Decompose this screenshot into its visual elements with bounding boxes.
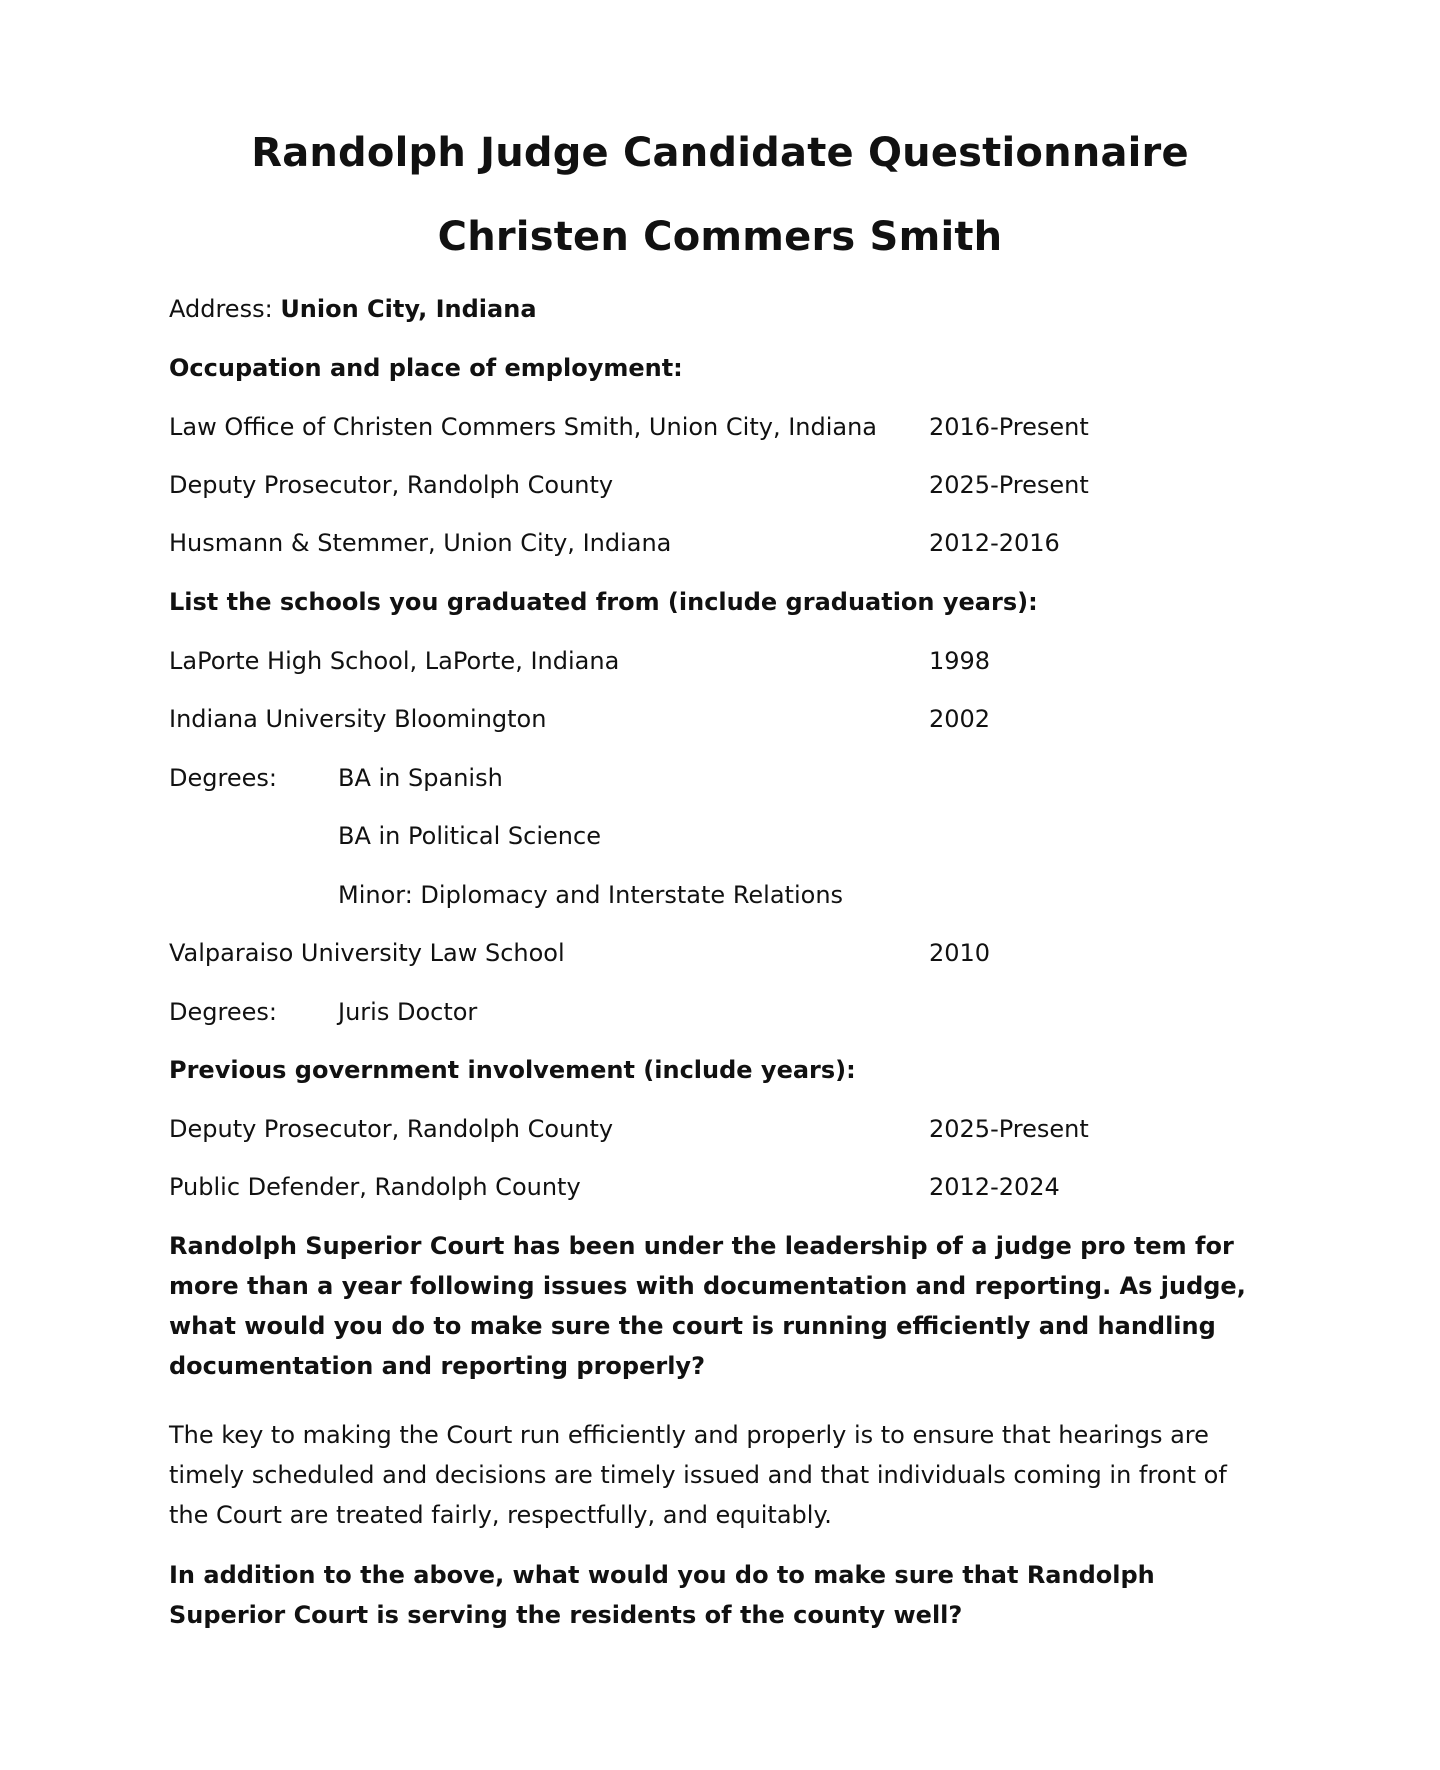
occupation-heading: Occupation and place of employment: [169,354,683,382]
government-entry-name: Deputy Prosecutor, Randolph County [169,1115,614,1143]
school-year: 2002 [929,705,991,733]
school-name: Indiana University Bloomington [169,705,547,733]
document-title: Randolph Judge Candidate Questionnaire [251,130,1189,176]
address-value: Union City, Indiana [280,295,537,323]
question-2: In addition to the above, what would you do to make sure that Randolph Superior Court is serving the residents of the county well? [169,1561,1155,1629]
degree-item: BA in Political Science [338,822,601,850]
occupation-entry-years: 2025-Present [929,471,1089,499]
occupation-entry-name: Deputy Prosecutor, Randolph County [169,471,614,499]
occupation-entry-years: 2012-2016 [929,529,1060,557]
occupation-entry-years: 2016-Present [929,413,1089,441]
candidate-name: Christen Commers Smith [437,214,1003,260]
address-label: Address: [169,295,273,323]
school-name: LaPorte High School, LaPorte, Indiana [169,647,620,675]
government-entry-years: 2012-2024 [929,1173,1060,1201]
schools-heading: List the schools you graduated from (include graduation years): [169,588,1038,616]
degree-item: Minor: Diplomacy and Interstate Relations [338,881,844,909]
degrees-label: Degrees: [169,998,277,1026]
school-year: 1998 [929,647,991,675]
question-1: Randolph Superior Court has been under the leadership of a judge pro tem for more than a year following issues with documentation and reporting. As judge, what would you do to make sure the court is running efficiently and handling documentation and reporting properly? [169,1232,1246,1380]
school-name: Valparaiso University Law School [169,939,565,967]
degree-item: BA in Spanish [338,764,503,792]
degree-item: Juris Doctor [338,998,478,1026]
occupation-entry-name: Husmann & Stemmer, Union City, Indiana [169,529,672,557]
school-year: 2010 [929,939,991,967]
government-entry-years: 2025-Present [929,1115,1089,1143]
government-heading: Previous government involvement (include years): [169,1056,856,1084]
address-line [169,293,537,325]
answer-1: The key to making the Court run efficiently and properly is to ensure that hearings are timely scheduled and decisions are timely issued and that individuals coming in front of the Court are treated fairly, respectfully, and equitably. [169,1421,1227,1529]
government-entry-name: Public Defender, Randolph County [169,1173,581,1201]
degrees-label: Degrees: [169,764,277,792]
occupation-entry-name: Law Office of Christen Commers Smith, Union City, Indiana [169,413,878,441]
